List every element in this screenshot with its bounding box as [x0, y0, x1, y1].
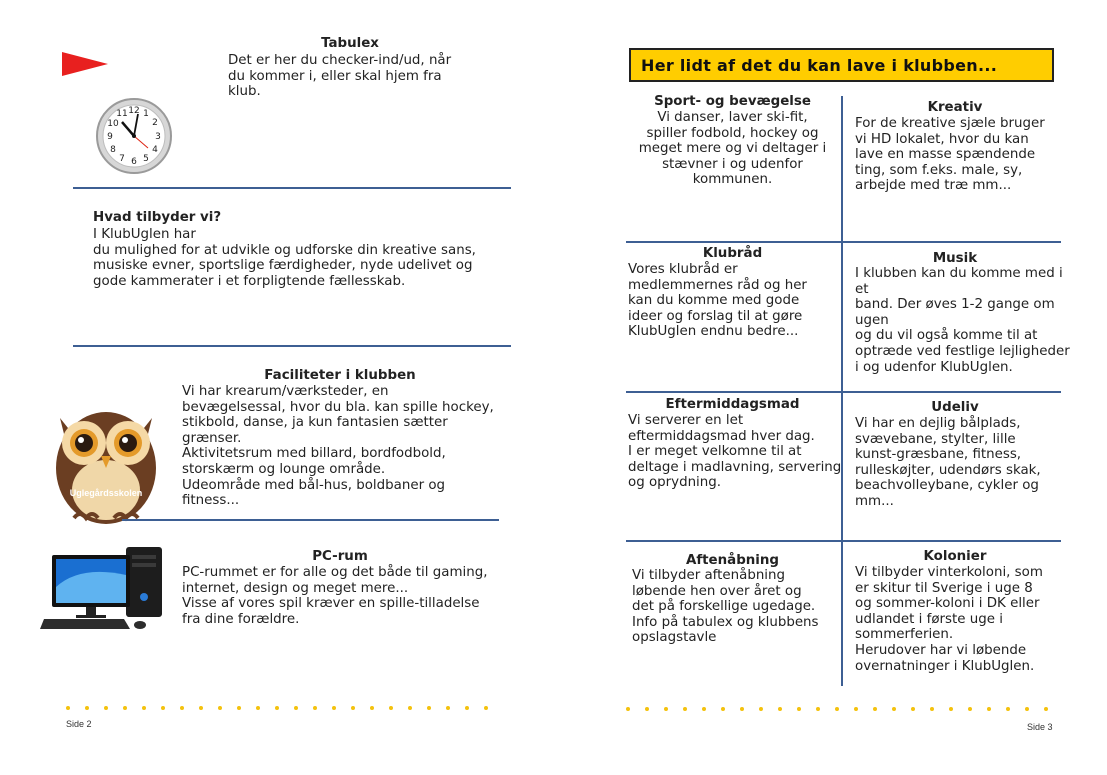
page-number-left: Side 2: [66, 719, 92, 729]
dot: [1006, 707, 1010, 711]
computer-icon: [40, 545, 170, 633]
dot: [911, 707, 915, 711]
page-number-right: Side 3: [1027, 722, 1053, 732]
dot: [294, 706, 298, 710]
grid-divider: [626, 391, 1061, 393]
svg-text:9: 9: [107, 132, 113, 142]
svg-text:3: 3: [155, 132, 161, 142]
aften-title: Aftenåbning: [685, 553, 780, 568]
svg-text:6: 6: [131, 157, 137, 167]
dot: [484, 706, 488, 710]
dot: [968, 707, 972, 711]
dot: [199, 706, 203, 710]
facilities-title: Faciliteter i klubben: [264, 368, 416, 383]
eftermiddag-text: Vi serverer en let eftermiddagsmad hver dag. I er meget velkomne til at deltage i madlavning, servering og oprydning.: [628, 413, 842, 491]
dot: [66, 706, 70, 710]
svg-text:8: 8: [110, 145, 116, 155]
dot: [104, 706, 108, 710]
dot: [161, 706, 165, 710]
dot: [1044, 707, 1048, 711]
banner-text: Her lidt af det du kan lave i klubben...: [641, 56, 998, 75]
klubraad-text: Vores klubråd er medlemmernes råd og her kan du komme med gode ideer og forslag til at gøre KlubUglen endnu bedre...: [628, 262, 807, 340]
sport-title: Sport- og bevægelse: [654, 94, 811, 109]
dot: [389, 706, 393, 710]
svg-text:4: 4: [152, 145, 158, 155]
dot: [332, 706, 336, 710]
klubraad-title: Klubråd: [702, 246, 763, 261]
dot: [721, 707, 725, 711]
dot: [446, 706, 450, 710]
dotted-rule-left: [64, 704, 504, 712]
svg-text:2: 2: [152, 118, 158, 128]
dot: [85, 706, 89, 710]
dot: [626, 707, 630, 711]
red-flag-icon: [62, 50, 110, 78]
dot: [873, 707, 877, 711]
dot: [759, 707, 763, 711]
dot: [835, 707, 839, 711]
dot: [987, 707, 991, 711]
dot: [218, 706, 222, 710]
owl-label: Uglegårdsskolen: [69, 488, 143, 498]
musik-title: Musik: [932, 251, 978, 266]
dot: [892, 707, 896, 711]
dot: [854, 707, 858, 711]
dot: [702, 707, 706, 711]
dot: [797, 707, 801, 711]
grid-divider: [626, 241, 1061, 243]
offer-text: I KlubUglen har du mulighed for at udvikle og udforske din kreative sans, musiske evner, sportslige færdigheder, nyde udelivet og gode kammerater i et forpligtende fællesskab.: [93, 227, 476, 289]
dot: [142, 706, 146, 710]
divider: [73, 345, 511, 347]
facilities-text: Vi har krearum/værksteder, en bevægelsessal, hvor du bla. kan spille hockey, stikbold, danse, ja kun fantasien sætter grænser. Aktivitetsrum med billard, bordfodbold, storskærm og lounge område. Udeområde med bål-hus, boldbaner og fitness...: [182, 384, 494, 509]
svg-text:12: 12: [128, 106, 140, 116]
dot: [465, 706, 469, 710]
kolonier-text: Vi tilbyder vinterkoloni, som er skitur til Sverige i uge 8 og sommer-koloni i DK eller udlandet i første uge i sommerferien. Herudover har vi løbende overnatninger i KlubUglen.: [855, 565, 1043, 674]
tabulex-text: Det er her du checker-ind/ud, når du kommer i, eller skal hjem fra klub.: [228, 53, 452, 100]
dot: [740, 707, 744, 711]
dot: [370, 706, 374, 710]
dot: [351, 706, 355, 710]
svg-text:1: 1: [143, 109, 149, 119]
dot: [645, 707, 649, 711]
dot: [664, 707, 668, 711]
owl-icon: [46, 398, 166, 526]
dot: [930, 707, 934, 711]
eftermiddag-title: Eftermiddagsmad: [665, 397, 800, 412]
dot: [1025, 707, 1029, 711]
dot: [256, 706, 260, 710]
pc-title: PC-rum: [312, 549, 368, 564]
dot: [683, 707, 687, 711]
pc-text: PC-rummet er for alle og det både til gaming, internet, design og meget mere... Visse af vores spil kræver en spille-tilladelse fra dine forældre.: [182, 565, 488, 627]
svg-text:7: 7: [119, 154, 125, 164]
aften-text: Vi tilbyder aftenåbning løbende hen over året og det på forskellige ugedage. Info på tabulex og klubbens opslagstavle: [632, 568, 819, 646]
dotted-rule-right: [624, 705, 1064, 713]
dot: [123, 706, 127, 710]
svg-text:5: 5: [143, 154, 149, 164]
dot: [427, 706, 431, 710]
sport-text: Vi danser, laver ski-fit, spiller fodbold, hockey og meget mere og vi deltager i stævner i og udenfor kommunen.: [638, 110, 827, 188]
dot: [949, 707, 953, 711]
kolonier-title: Kolonier: [923, 549, 987, 564]
dot: [778, 707, 782, 711]
kreativ-text: For de kreative sjæle bruger vi HD lokalet, hvor du kan lave en masse spændende ting, som f.eks. male, sy, arbejde med træ mm...: [855, 116, 1045, 194]
kreativ-title: Kreativ: [927, 100, 983, 115]
svg-text:11: 11: [116, 109, 128, 119]
divider: [73, 187, 511, 189]
offer-title: Hvad tilbyder vi?: [93, 210, 222, 225]
dot: [313, 706, 317, 710]
grid-divider: [626, 540, 1061, 542]
dot: [408, 706, 412, 710]
svg-text:10: 10: [107, 119, 119, 129]
musik-text: I klubben kan du komme med i et band. Der øves 1-2 gange om ugen og du vil også komme til at optræde ved festlige lejligheder i og udenfor KlubUglen.: [855, 266, 1070, 375]
dot: [237, 706, 241, 710]
dot: [275, 706, 279, 710]
dot: [816, 707, 820, 711]
divider: [122, 519, 499, 521]
dot: [180, 706, 184, 710]
udeliv-title: Udeliv: [931, 400, 979, 415]
tabulex-title: Tabulex: [321, 36, 379, 51]
activities-banner: [629, 48, 1054, 82]
udeliv-text: Vi har en dejlig bålplads, svævebane, stylter, lille kunst-græsbane, fitness, rulleskøjter, udendørs skak, beachvolleybane, cykler og mm...: [855, 416, 1041, 509]
clock-icon: [94, 96, 174, 176]
